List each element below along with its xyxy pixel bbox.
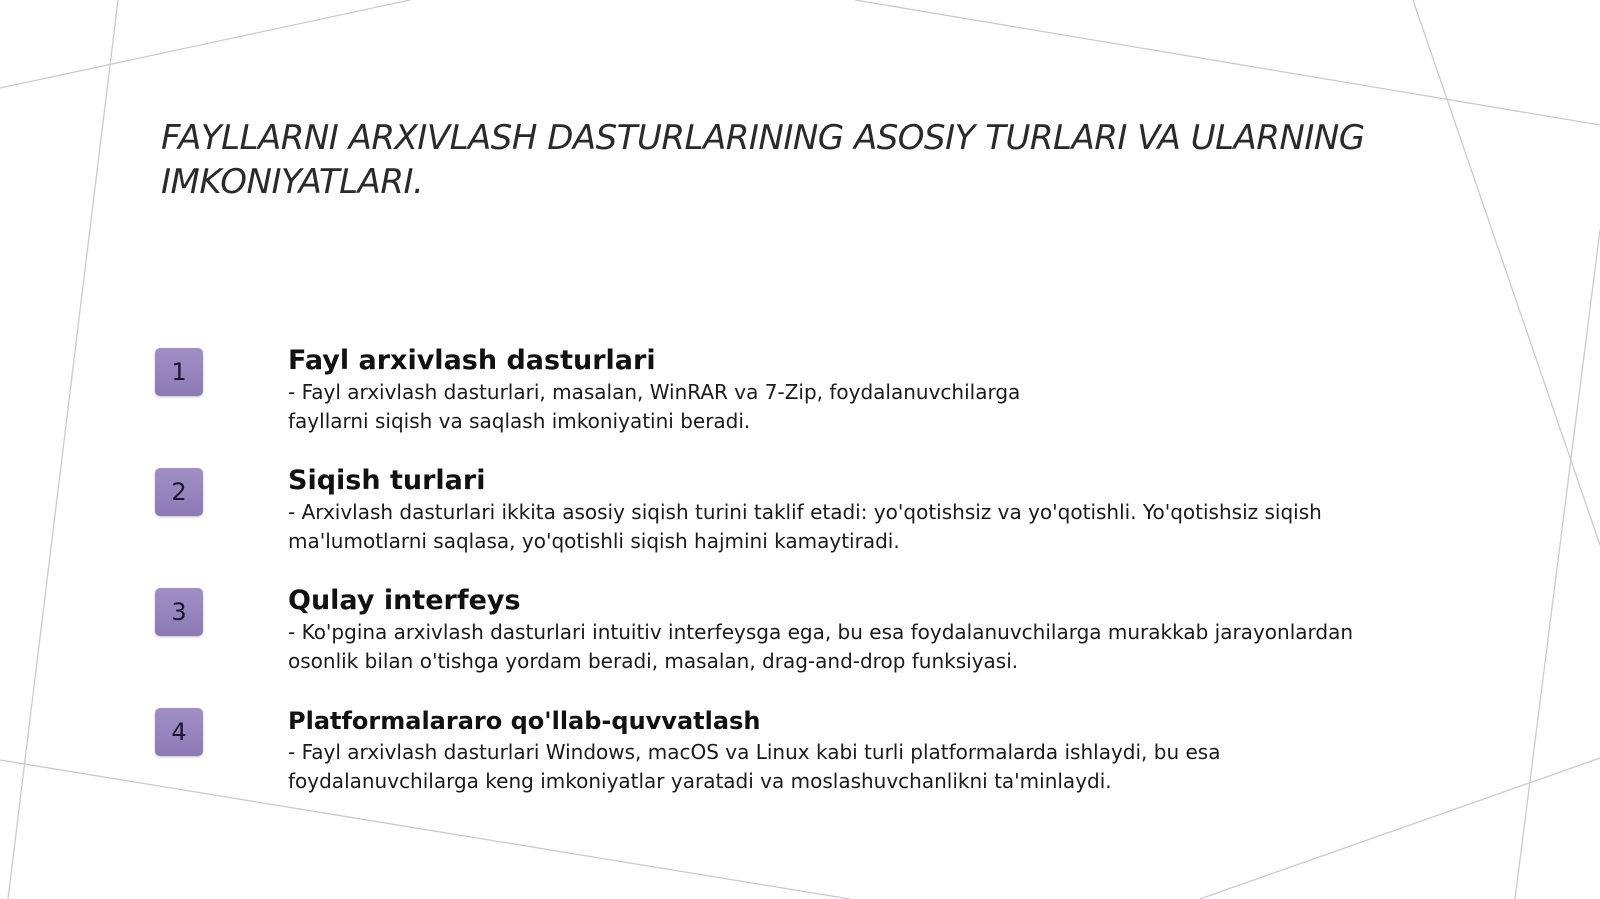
number-badge: 3 — [155, 588, 203, 636]
number-badge: 1 — [155, 348, 203, 396]
item-description: - Ko'pgina arxivlash dasturlari intuitiv interfeysga ega, bu esa foydalanuvchilarga murakkab jarayonlardan osonlik bilan o'tishga yordam beradi, masalan, drag-and-drop funksiyasi. — [288, 620, 1353, 673]
list-item-1 — [0, 344, 1600, 454]
number-badge: 4 — [155, 708, 203, 756]
list-item-2 — [0, 464, 1600, 574]
item-heading: Platformalararo qo'llab-quvvatlash — [288, 707, 761, 735]
item-description: - Arxivlash dasturlari ikkita asosiy siqish turini taklif etadi: yo'qotishsiz va yo'qotishli. Yo'qotishsiz siqish ma'lumotlarni saqlasa, yo'qotishli siqish hajmini kamaytiradi. — [288, 500, 1322, 553]
slide-title: FAYLLARNI ARXIVLASH DASTURLARINING ASOSIY TURLARI VA ULARNING IMKONIYATLARI. — [161, 118, 1365, 202]
item-description: - Fayl arxivlash dasturlari, masalan, WinRAR va 7-Zip, foydalanuvchilarga fayllarni siqish va saqlash imkoniyatini beradi. — [288, 380, 1021, 433]
list-item-3 — [0, 584, 1600, 694]
number-badge: 2 — [155, 468, 203, 516]
item-description: - Fayl arxivlash dasturlari Windows, macOS va Linux kabi turli platformalarda ishlaydi, bu esa foydalanuvchilarga keng imkoniyatlar yaratadi va moslashuvchanlikni ta'minlaydi. — [288, 740, 1221, 793]
list-item-4 — [0, 704, 1600, 814]
item-heading: Qulay interfeys — [288, 585, 521, 616]
item-heading: Fayl arxivlash dasturlari — [288, 345, 656, 376]
item-heading: Siqish turlari — [288, 465, 486, 496]
